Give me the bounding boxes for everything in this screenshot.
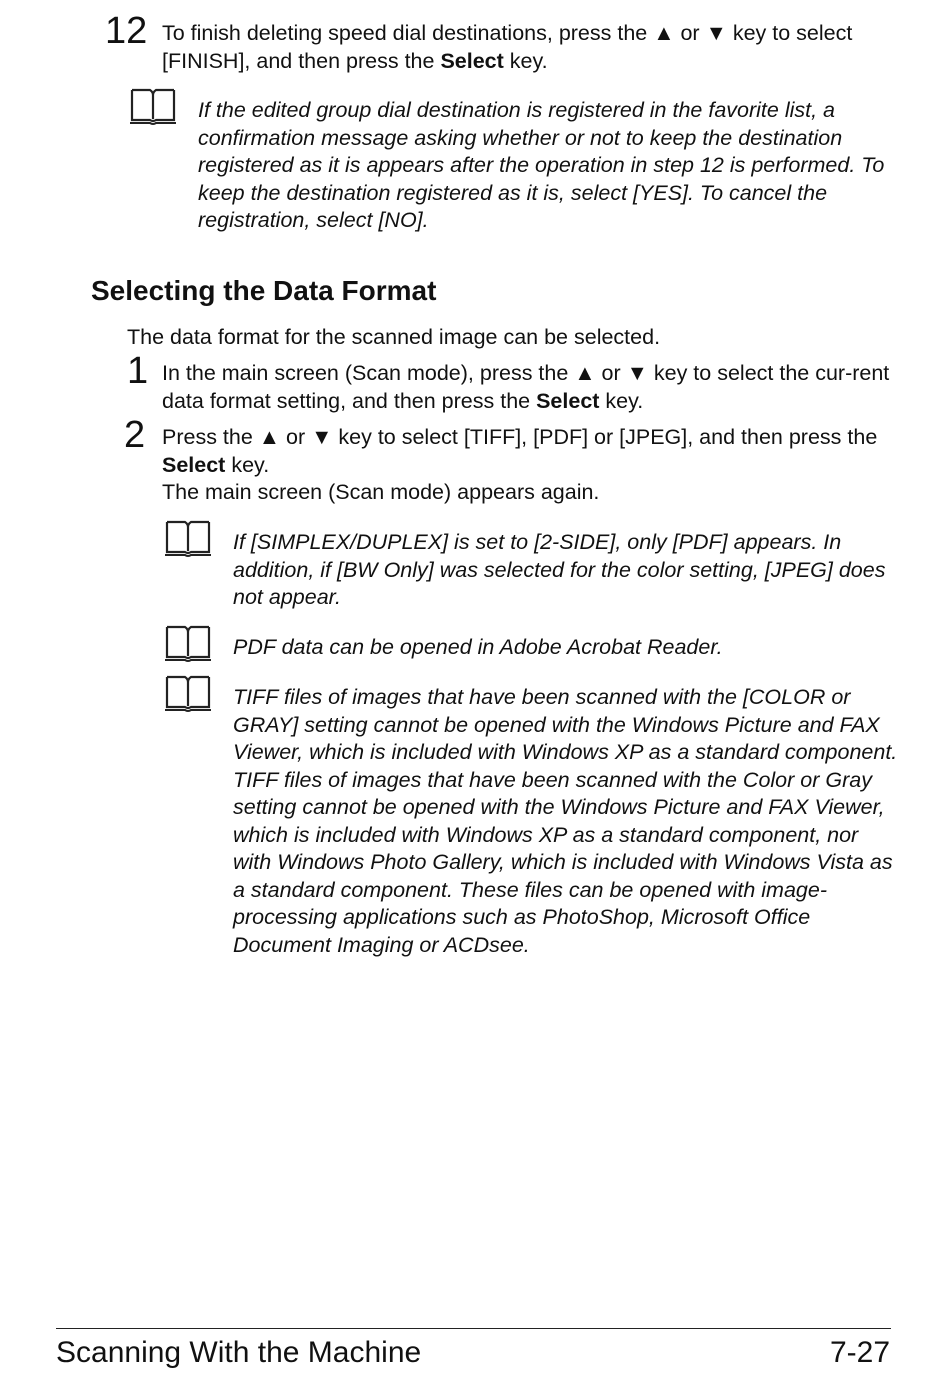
step-2-result: The main screen (Scan mode) appears again. bbox=[162, 480, 600, 504]
select-key-label: Select bbox=[536, 388, 600, 413]
note-pdf-reader: PDF data can be opened in Adobe Acrobat Reader. bbox=[233, 635, 723, 659]
select-key-label: Select bbox=[162, 452, 226, 477]
page-number: 7-27 bbox=[829, 1336, 890, 1369]
section-intro: The data format for the scanned image can be selected. bbox=[127, 325, 661, 349]
section-heading: Selecting the Data Format bbox=[91, 275, 437, 306]
footer-divider bbox=[56, 1328, 891, 1329]
step-1-text: In the main screen (Scan mode), press the ▲ or ▼ key to select the cur-rent data format setting, and then press the Select key. bbox=[162, 361, 890, 413]
step-number-1: 1 bbox=[127, 350, 149, 392]
select-key-label: Select bbox=[440, 48, 504, 73]
step-12-text: To finish deleting speed dial destinations, press the ▲ or ▼ key to select [FINISH], and then press the Select key. bbox=[162, 21, 853, 73]
footer-title: Scanning With the Machine bbox=[56, 1336, 422, 1369]
note-favorite-list: If the edited group dial destination is registered in the favorite list, a confirmation message asking whether or not to keep the destination registered as it is appears after the operation in step 12 is performed. To keep the destination registered as it is, select [YES]. To cancel the registration, select [NO]. bbox=[198, 98, 885, 232]
note-simplex-duplex: If [SIMPLEX/DUPLEX] is set to [2-SIDE], only [PDF] appears. In addition, if [BW Only] was selected for the color setting, [JPEG] does not appear. bbox=[233, 530, 886, 609]
book-icon bbox=[163, 673, 213, 713]
step-2-text: Press the ▲ or ▼ key to select [TIFF], [PDF] or [JPEG], and then press the Select key. bbox=[162, 425, 878, 477]
book-icon bbox=[128, 86, 178, 126]
book-icon bbox=[163, 518, 213, 558]
note-tiff-files: TIFF files of images that have been scanned with the [COLOR or GRAY] setting cannot be opened with the Windows Picture and FAX Viewer, which is included with Windows XP as a standard component. TIFF files of images that have been scanned with the Color or Gray setting cannot be opened with the Windows Picture and FAX Viewer, which is included with Windows XP as a standard component, nor with Windows Photo Gallery, which is included with Windows Vista as a standard component. These files can be opened with image-processing applications such as PhotoShop, Microsoft Office Document Imaging or ACDsee. bbox=[233, 685, 898, 957]
step-number-12: 12 bbox=[105, 10, 148, 52]
step-number-2: 2 bbox=[124, 414, 146, 456]
book-icon bbox=[163, 623, 213, 663]
